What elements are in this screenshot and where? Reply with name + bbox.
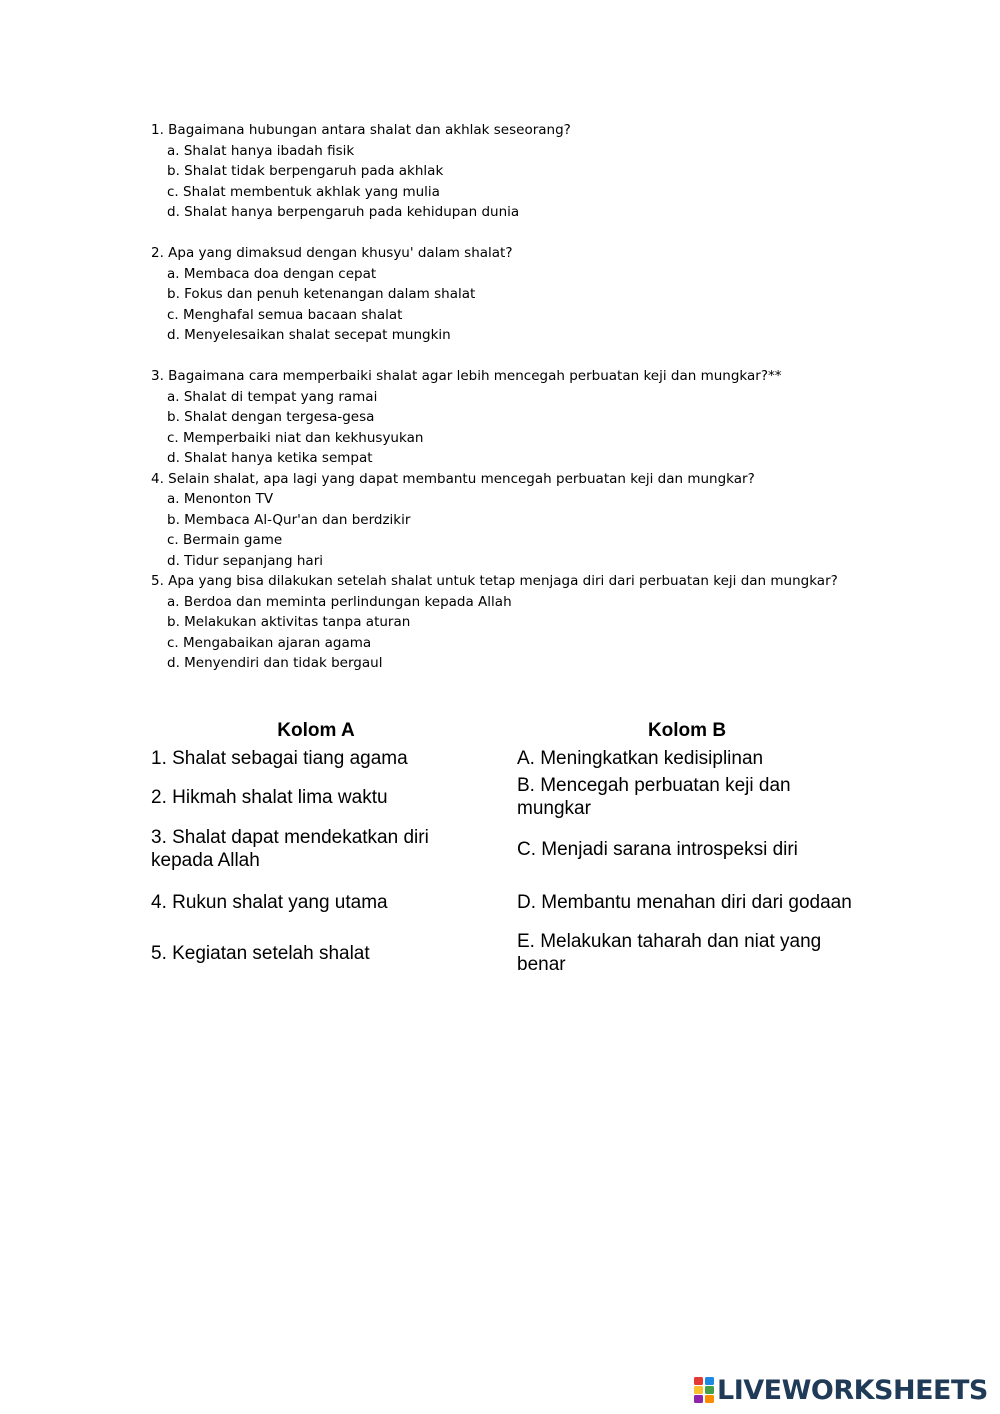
column-a bbox=[151, 718, 481, 978]
question-5 bbox=[151, 571, 951, 674]
option-d: d. Shalat hanya ketika sempat bbox=[167, 450, 373, 466]
option-b: b. Shalat dengan tergesa-gesa bbox=[167, 409, 375, 425]
column-a-item-1: 1. Shalat sebagai tiang agama bbox=[151, 747, 408, 769]
option-d: d. Tidur sepanjang hari bbox=[167, 552, 324, 569]
question-1 bbox=[151, 120, 951, 223]
option-a: a. Shalat di tempat yang ramai bbox=[167, 388, 378, 405]
question-list bbox=[151, 120, 951, 674]
option-d: d. Menyelesaikan shalat secepat mungkin bbox=[167, 327, 451, 343]
liveworksheets-logo-icon bbox=[693, 1376, 715, 1404]
column-b bbox=[517, 718, 857, 978]
logo-text: LIVEWORKSHEETS bbox=[717, 1374, 988, 1406]
column-b-item-b: B. Mencegah perbuatan keji dan mungkar bbox=[517, 775, 791, 819]
option-b: b. Melakukan aktivitas tanpa aturan bbox=[167, 614, 411, 630]
option-d: d. Menyendiri dan tidak bergaul bbox=[167, 655, 383, 671]
column-a-item-3: 3. Shalat dapat mendekatkan diri kepada Allah bbox=[151, 827, 429, 871]
question-text: 5. Apa yang bisa dilakukan setelah shalat untuk tetap menjaga diri dari perbuatan keji dan mungkar? bbox=[151, 573, 838, 589]
question-text: 3. Bagaimana cara memperbaiki shalat agar lebih mencegah perbuatan keji dan mungkar?** bbox=[151, 368, 782, 384]
column-a-item-5: 5. Kegiatan setelah shalat bbox=[151, 942, 370, 964]
option-c: c. Bermain game bbox=[167, 532, 283, 548]
option-b: b. Fokus dan penuh ketenangan dalam shalat bbox=[167, 286, 476, 302]
column-b-item-e: E. Melakukan taharah dan niat yang benar bbox=[517, 931, 822, 975]
question-2 bbox=[151, 243, 951, 346]
column-a-item-4: 4. Rukun shalat yang utama bbox=[151, 891, 388, 913]
column-b-item-d: D. Membantu menahan diri dari godaan bbox=[517, 891, 852, 913]
option-c: c. Mengabaikan ajaran agama bbox=[167, 634, 372, 651]
column-b-heading: Kolom B bbox=[647, 720, 727, 741]
option-c: c. Menghafal semua bacaan shalat bbox=[167, 306, 403, 323]
option-b: b. Membaca Al-Qur'an dan berdzikir bbox=[167, 511, 411, 528]
option-a: a. Membaca doa dengan cepat bbox=[167, 265, 377, 282]
liveworksheets-logo bbox=[693, 1374, 988, 1406]
column-b-item-c: C. Menjadi sarana introspeksi diri bbox=[517, 838, 798, 860]
question-3 bbox=[151, 366, 951, 469]
option-a: a. Menonton TV bbox=[167, 491, 274, 507]
column-b-item-a: A. Meningkatkan kedisiplinan bbox=[517, 747, 764, 769]
option-c: c. Memperbaiki niat dan kekhusyukan bbox=[167, 429, 424, 446]
option-d: d. Shalat hanya berpengaruh pada kehidupan dunia bbox=[167, 204, 520, 220]
question-4 bbox=[151, 469, 951, 572]
question-text: 2. Apa yang dimaksud dengan khusyu' dalam shalat? bbox=[151, 245, 513, 261]
question-text: 1. Bagaimana hubungan antara shalat dan akhlak seseorang? bbox=[151, 122, 571, 138]
question-text: 4. Selain shalat, apa lagi yang dapat membantu mencegah perbuatan keji dan mungkar? bbox=[151, 470, 755, 487]
option-b: b. Shalat tidak berpengaruh pada akhlak bbox=[167, 163, 444, 179]
column-a-heading: Kolom A bbox=[277, 720, 355, 741]
option-a: a. Berdoa dan meminta perlindungan kepada Allah bbox=[167, 593, 512, 610]
option-a: a. Shalat hanya ibadah fisik bbox=[167, 142, 355, 159]
column-a-item-2: 2. Hikmah shalat lima waktu bbox=[151, 786, 388, 808]
option-c: c. Shalat membentuk akhlak yang mulia bbox=[167, 183, 440, 200]
